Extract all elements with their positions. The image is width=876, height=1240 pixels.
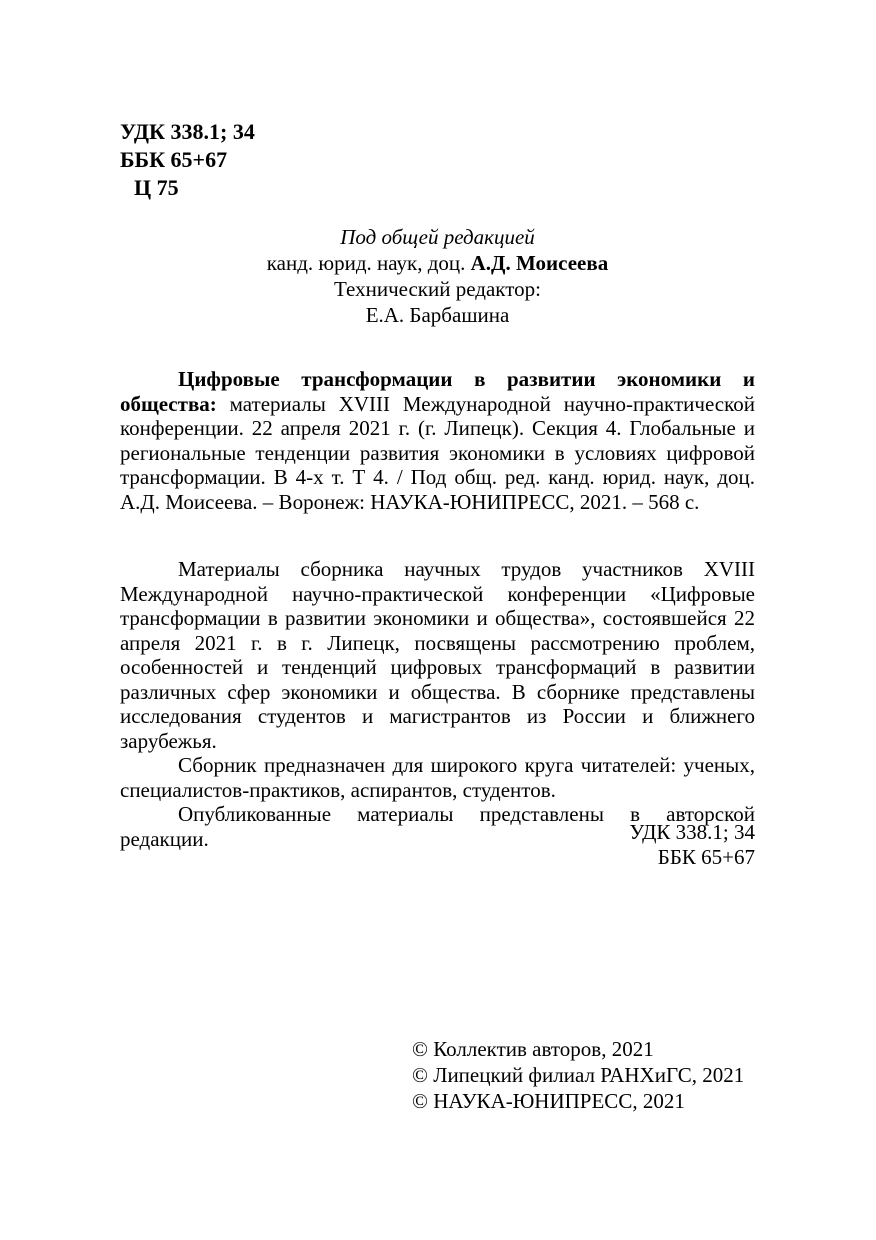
tech-editor-label: Технический редактор: <box>334 277 541 301</box>
copyright-line-2: © Липецкий филиал РАНХиГС, 2021 <box>412 1063 745 1087</box>
general-editor-label: Под общей редакцией <box>340 225 535 249</box>
book-description: материалы XVIII Международной научно-практической конференции. 22 апреля 2021 г. (г. Липецк). Секция 4. Глобальные и региональные тенденции развития экономики в условиях цифровой трансформации. В 4-х т. Т 4. / Под общ. ред. канд. юрид. наук, доц. А.Д. Моисеева. – Воронеж: НАУКА-ЮНИПРЕСС, 2021. – 568 с. <box>120 391 755 514</box>
editor-block <box>120 224 755 328</box>
bbk-code-right: ББК 65+67 <box>657 845 755 869</box>
abstract-paragraph-2: Сборник предназначен для широкого круга читателей: ученых, специалистов-практиков, аспирантов, студентов. <box>120 753 755 802</box>
tech-editor-name: Е.А. Барбашина <box>365 303 510 327</box>
abstract-paragraph-1: Материалы сборника научных трудов участников XVIII Международной научно-практической конференции «Цифровые трансформации в развитии экономики и общества», состоявшейся 22 апреля 2021 г. в г. Липецк, посвящены рассмотрению проблем, особенностей и тенденций цифровых трансформаций в развитии различных сфер экономики и общества. В сборнике представлены исследования студентов и магистрантов из России и ближнего зарубежья. <box>120 557 755 753</box>
abstract <box>120 557 755 851</box>
general-editor-line <box>120 250 755 276</box>
book-title: Цифровые трансформации в развитии экономики и общества: <box>120 367 755 416</box>
abstract-paragraph-3: Опубликованные материалы представлены в авторской редакции. <box>120 802 755 851</box>
general-editor-prefix: канд. юрид. наук, доц. <box>266 251 466 275</box>
bibliographic-record <box>120 367 755 514</box>
classification-codes <box>120 118 255 202</box>
copyright-line-1: © Коллектив авторов, 2021 <box>412 1037 654 1061</box>
right-classification-codes <box>629 820 755 870</box>
bbk-code: ББК 65+67 <box>120 147 228 172</box>
udk-code: УДК 338.1; 34 <box>120 119 255 144</box>
general-editor-name: А.Д. Моисеева <box>470 251 609 275</box>
udk-code-right: УДК 338.1; 34 <box>629 820 755 844</box>
author-mark: Ц 75 <box>134 175 179 200</box>
copyright-line-3: © НАУКА-ЮНИПРЕСС, 2021 <box>412 1089 685 1113</box>
copyright-block <box>412 1036 744 1114</box>
